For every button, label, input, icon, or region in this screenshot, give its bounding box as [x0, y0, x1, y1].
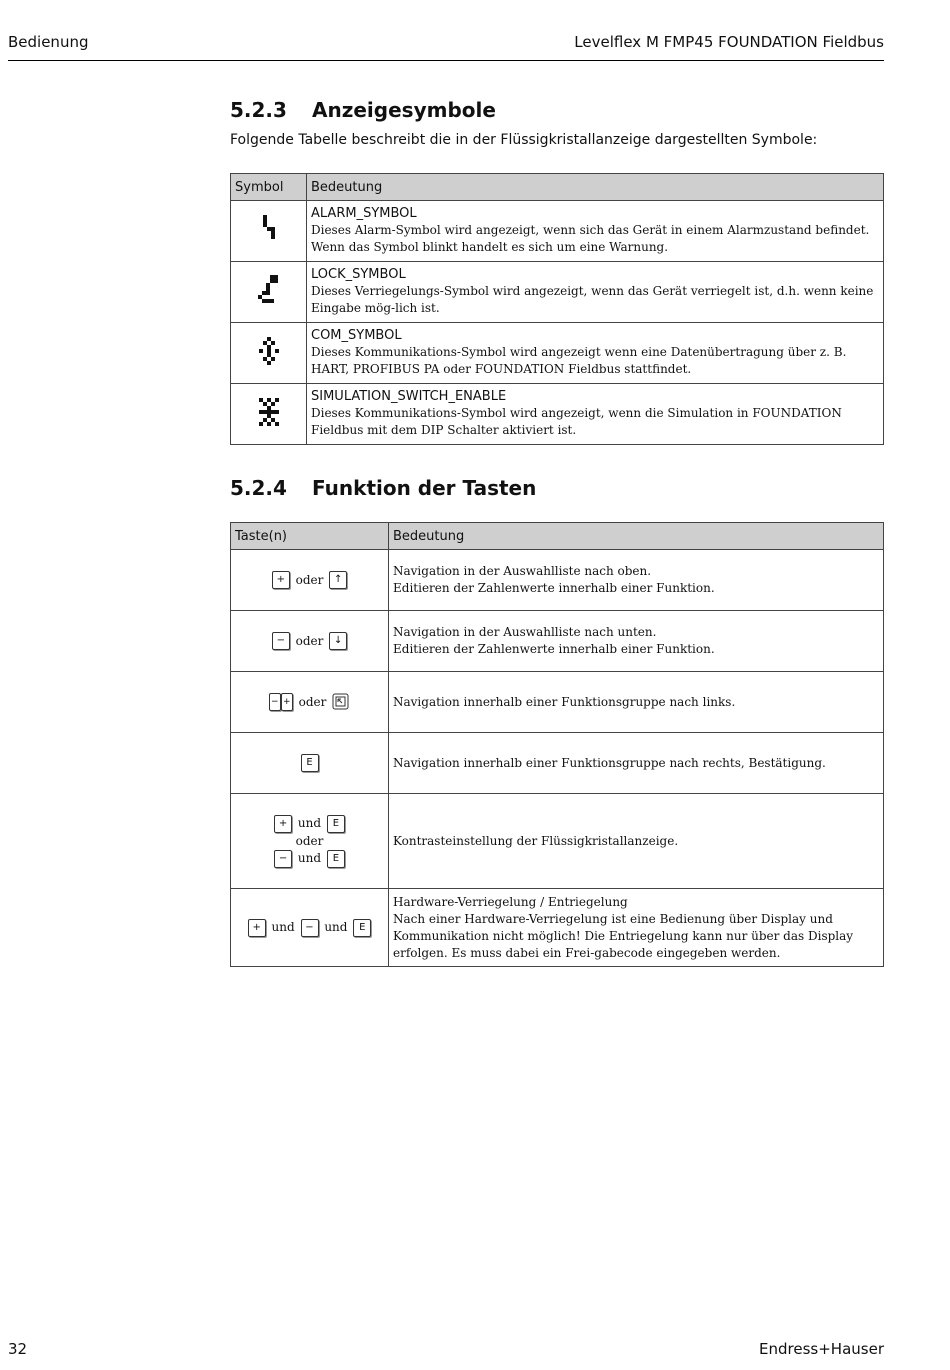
word-und: und: [297, 851, 322, 865]
key-description-line2: Nach einer Hardware-Verriegelung ist eine Bedienung über Display und Kommunikation nicht möglich! Die Entriegelung kann nur über das Display erfolgen. Es muss dabei ein Frei-gabecode eingegeben werden.: [393, 911, 854, 960]
page-header: [8, 30, 884, 61]
symbol-name: COM_SYMBOL: [311, 328, 402, 343]
header-section: Bedienung: [8, 33, 89, 51]
enter-key-icon: E: [327, 815, 345, 833]
key-description-line1: Hardware-Verriegelung / Entriegelung: [393, 894, 628, 909]
key-description-line1: Navigation innerhalb einer Funktionsgruppe nach rechts, Bestätigung.: [393, 755, 826, 770]
down-arrow-key-icon: ↓: [329, 632, 347, 650]
word-und: und: [271, 920, 295, 934]
col-meaning: Bedeutung: [307, 174, 884, 201]
enter-key-icon: E: [327, 850, 345, 868]
table-row: [231, 672, 884, 733]
word-oder: oder: [295, 833, 324, 848]
section-title: Funktion der Tasten: [312, 476, 537, 500]
symbol-table: [230, 173, 884, 445]
com-icon: [259, 337, 279, 365]
header-product: Levelflex M FMP45 FOUNDATION Fieldbus: [574, 33, 884, 51]
keys-table: [230, 522, 884, 967]
section-heading-anzeigesymbole: [230, 98, 496, 122]
symbol-description: Dieses Kommunikations-Symbol wird angezeigt wenn eine Datenübertragung über z. B. HART, PROFIBUS PA oder FOUNDATION Fieldbus stattfindet.: [311, 345, 847, 376]
symbol-name: ALARM_SYMBOL: [311, 206, 417, 221]
alarm-icon: [261, 215, 277, 243]
key-description-line2: Editieren der Zahlenwerte innerhalb einer Funktion.: [393, 581, 715, 595]
table-row: [231, 323, 884, 384]
page-number: 32: [8, 1340, 28, 1358]
key-description-line1: Navigation in der Auswahlliste nach oben.: [393, 564, 652, 578]
minus-key-icon: −: [301, 919, 319, 937]
intro-text: Folgende Tabelle beschreibt die in der Flüssigkristallanzeige dargestellten Symbole:: [230, 132, 818, 148]
minus-key-icon: −: [269, 693, 281, 711]
minus-key-icon: −: [274, 850, 292, 868]
table-row: [231, 384, 884, 445]
word-oder: oder: [295, 572, 324, 587]
col-keys: Taste(n): [231, 523, 389, 550]
col-meaning: Bedeutung: [389, 523, 884, 550]
table-row: [231, 550, 884, 611]
up-arrow-key-icon: ↑: [329, 571, 347, 589]
section-number: 5.2.3: [230, 98, 287, 122]
key-description-line1: Kontrasteinstellung der Flüssigkristallanzeige.: [393, 833, 679, 848]
plus-key-icon: +: [272, 571, 290, 589]
table-row: [231, 262, 884, 323]
simulation-icon: [259, 398, 279, 426]
table-row: [231, 733, 884, 794]
col-symbol: Symbol: [231, 174, 307, 201]
plus-key-icon: +: [248, 919, 266, 937]
table-row: [231, 201, 884, 262]
section-number: 5.2.4: [230, 476, 287, 500]
symbol-description: Dieses Verriegelungs-Symbol wird angezeigt, wenn das Gerät verriegelt ist, d.h. wenn keine Eingabe mög-lich ist.: [311, 284, 874, 315]
word-oder: oder: [298, 694, 327, 709]
key-description-line1: Navigation in der Auswahlliste nach unten.: [393, 625, 657, 639]
key-description-line2: Editieren der Zahlenwerte innerhalb einer Funktion.: [393, 642, 715, 656]
lock-icon: [258, 275, 280, 305]
section-heading-tasten: [230, 476, 536, 500]
table-header-row: [231, 523, 884, 550]
section-title: Anzeigesymbole: [312, 98, 496, 122]
enter-key-icon: E: [353, 919, 371, 937]
brand-name: Endress+Hauser: [759, 1340, 884, 1358]
word-oder: oder: [295, 633, 324, 648]
table-row: [231, 794, 884, 889]
symbol-description: Dieses Alarm-Symbol wird angezeigt, wenn sich das Gerät in einem Alarmzustand befindet. Wenn das Symbol blinkt handelt es sich um eine Warnung.: [311, 223, 870, 254]
table-row: [231, 611, 884, 672]
enter-key-icon: E: [301, 754, 319, 772]
escape-key-icon: [332, 693, 350, 711]
minus-key-icon: −: [272, 632, 290, 650]
key-description-line1: Navigation innerhalb einer Funktionsgruppe nach links.: [393, 694, 736, 709]
word-und: und: [324, 920, 348, 934]
plus-key-icon: +: [274, 815, 292, 833]
plus-key-icon: +: [281, 693, 293, 711]
symbol-description: Dieses Kommunikations-Symbol wird angezeigt, wenn die Simulation in FOUNDATION Fieldbus mit dem DIP Schalter aktiviert ist.: [311, 406, 842, 437]
table-row: [231, 889, 884, 967]
table-header-row: [231, 174, 884, 201]
word-und: und: [297, 816, 322, 830]
symbol-name: LOCK_SYMBOL: [311, 267, 406, 282]
symbol-name: SIMULATION_SWITCH_ENABLE: [311, 389, 507, 404]
